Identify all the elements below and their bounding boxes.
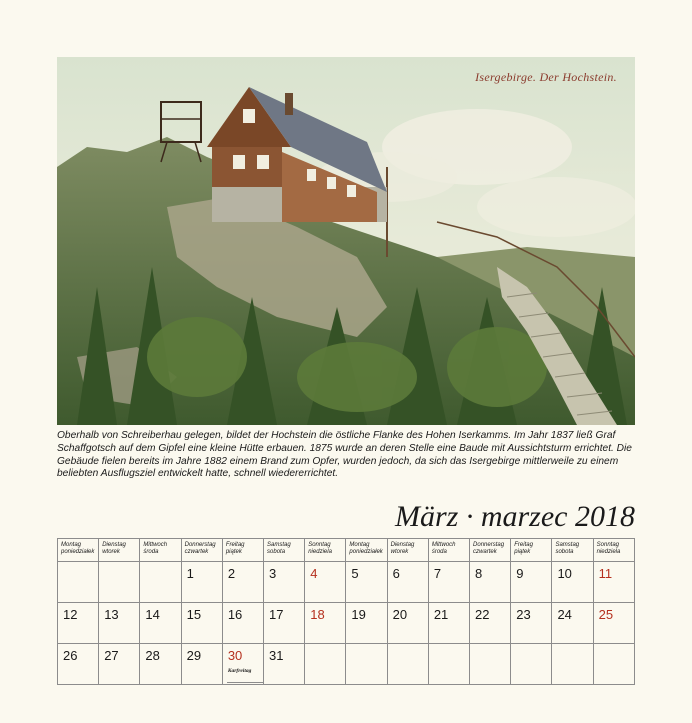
day-number (140, 562, 180, 566)
day-number: 4 (310, 566, 318, 581)
day-number: 10 (557, 566, 572, 581)
calendar-day-cell (387, 644, 428, 685)
day-number: 11 (598, 566, 613, 581)
day-number (511, 644, 551, 648)
day-number: 31 (269, 648, 284, 663)
day-number: 20 (392, 607, 408, 622)
day-number: 21 (433, 607, 449, 622)
day-number: 23 (516, 607, 531, 622)
calendar-day-cell (470, 562, 511, 603)
day-number: 13 (104, 607, 119, 622)
calendar-day-cell (222, 644, 263, 685)
day-number (58, 562, 98, 566)
calendar-day-cell (552, 644, 593, 685)
calendar-day-cell (387, 562, 428, 603)
calendar-body (58, 562, 635, 685)
weekday-header (305, 539, 346, 562)
weekday-label: Dienstag wtorek (390, 542, 415, 555)
calendar-day-cell (264, 603, 305, 644)
calendar-day-cell (222, 603, 263, 644)
day-number (99, 562, 139, 566)
calendar-day-cell (387, 603, 428, 644)
weekday-header (58, 539, 99, 562)
weekday-header (99, 539, 140, 562)
calendar-week-row (58, 603, 635, 644)
day-number: 30 (227, 648, 243, 663)
weekday-label: Samstag sobota (555, 542, 580, 555)
weekday-header (140, 539, 181, 562)
day-number: 25 (598, 607, 614, 622)
calendar-day-cell (511, 644, 552, 685)
weekday-header (593, 539, 634, 562)
calendar-day-cell (264, 644, 305, 685)
day-number: 5 (351, 566, 359, 581)
calendar-day-cell (140, 562, 181, 603)
day-number (470, 644, 510, 648)
calendar-day-cell (470, 603, 511, 644)
day-number (594, 644, 634, 648)
month-title: März · marzec 2018 (395, 500, 635, 533)
calendar-day-cell (428, 603, 469, 644)
day-number: 24 (557, 607, 572, 622)
calendar-day-cell (305, 562, 346, 603)
month-calendar (57, 538, 635, 685)
day-number: 18 (310, 607, 325, 622)
calendar-day-cell (181, 603, 222, 644)
day-number: 19 (351, 607, 366, 622)
day-number: 9 (516, 566, 524, 581)
postcard-caption: Isergebirge. Der Hochstein. (475, 70, 617, 84)
day-number: 3 (269, 566, 277, 581)
weekday-label: Mittwoch środa (143, 542, 168, 555)
day-number: 14 (145, 607, 160, 622)
day-number: 2 (227, 566, 236, 581)
calendar-day-cell (264, 562, 305, 603)
calendar-day-cell (222, 562, 263, 603)
day-number: 22 (475, 607, 490, 622)
day-number (552, 644, 592, 648)
weekday-label: Donnerstag czwartek (473, 542, 505, 555)
weekday-header (387, 539, 428, 562)
weekday-label: Freitag piątek (514, 542, 533, 555)
weekday-header-row (58, 539, 635, 562)
calendar-day-cell (140, 603, 181, 644)
weekday-header (222, 539, 263, 562)
weekday-label: Freitag piątek (225, 542, 245, 555)
weekday-header (264, 539, 305, 562)
calendar-day-cell (470, 644, 511, 685)
weekday-header (470, 539, 511, 562)
day-number: 28 (145, 648, 160, 663)
day-number: 12 (63, 607, 78, 622)
calendar-day-cell (58, 562, 99, 603)
weekday-label: Sonntag niedziela (596, 542, 621, 555)
calendar-day-cell (99, 603, 140, 644)
calendar-day-cell (552, 603, 593, 644)
weekday-header (346, 539, 387, 562)
calendar-week-row (58, 562, 635, 603)
calendar-day-cell (511, 603, 552, 644)
calendar-day-cell (593, 644, 634, 685)
weekday-header (181, 539, 222, 562)
calendar-week-row (58, 644, 635, 685)
calendar-day-cell (58, 603, 99, 644)
weekday-header (511, 539, 552, 562)
day-number: 26 (63, 648, 78, 663)
calendar-day-cell (346, 562, 387, 603)
day-number: 16 (227, 607, 243, 622)
weekday-label: Samstag sobota (267, 542, 291, 555)
day-number: 6 (392, 566, 400, 581)
weekday-header (428, 539, 469, 562)
day-number: 29 (186, 648, 202, 663)
day-number: 8 (475, 566, 483, 581)
calendar-day-cell (346, 603, 387, 644)
day-number: 17 (269, 607, 284, 622)
weekday-label: Montag poniedziałek (61, 542, 95, 555)
weekday-label: Montag poniedziałek (349, 542, 383, 555)
weekday-label: Sonntag niedziela (308, 542, 332, 555)
day-number: 7 (433, 566, 442, 581)
weekday-label: Mittwoch środa (431, 542, 456, 555)
hochstein-illustration (57, 57, 635, 425)
day-number: 27 (104, 648, 119, 663)
calendar-day-cell (346, 644, 387, 685)
calendar-day-cell (428, 644, 469, 685)
weekday-label: Donnerstag czwartek (184, 542, 216, 555)
weekday-header (552, 539, 593, 562)
photo-description: Oberhalb von Schreiberhau gelegen, bildet der Hochstein die östliche Flanke des Hohen Iserkamms. Im Jahr 1837 ließ Graf Schaffgotsch auf dem Gipfel eine kleine Hütte erbauen. 1875 wurde an deren Stelle eine Baude mit Aussichtsturm errichtet. Die Gebäude fielen bereits im Jahre 1882 einem Brand zum Opfer, wurden jedoch, da sich das Isergebirge mittlerweile zu einem beliebten Ausflugsziel entwickelt hatte, schnell wiedererrichtet. (57, 430, 632, 480)
calendar-day-cell (552, 562, 593, 603)
calendar-day-cell (593, 562, 634, 603)
calendar-day-cell (593, 603, 634, 644)
day-number: 15 (186, 607, 202, 622)
holiday-name: Karfreitag (227, 668, 252, 674)
calendar-day-cell (140, 644, 181, 685)
holiday-marker (227, 646, 264, 683)
day-number (429, 644, 469, 648)
calendar-day-cell (305, 644, 346, 685)
calendar-day-cell (181, 562, 222, 603)
day-number (305, 644, 345, 648)
day-number (346, 644, 386, 648)
calendar-day-cell (181, 644, 222, 685)
calendar-day-cell (99, 562, 140, 603)
day-number: 1 (186, 566, 194, 581)
calendar-day-cell (99, 644, 140, 685)
calendar-day-cell (428, 562, 469, 603)
calendar-day-cell (58, 644, 99, 685)
weekday-label: Dienstag wtorek (102, 542, 126, 555)
postcard-photo (57, 57, 635, 425)
day-number (388, 644, 428, 648)
calendar-day-cell (305, 603, 346, 644)
calendar-day-cell (511, 562, 552, 603)
